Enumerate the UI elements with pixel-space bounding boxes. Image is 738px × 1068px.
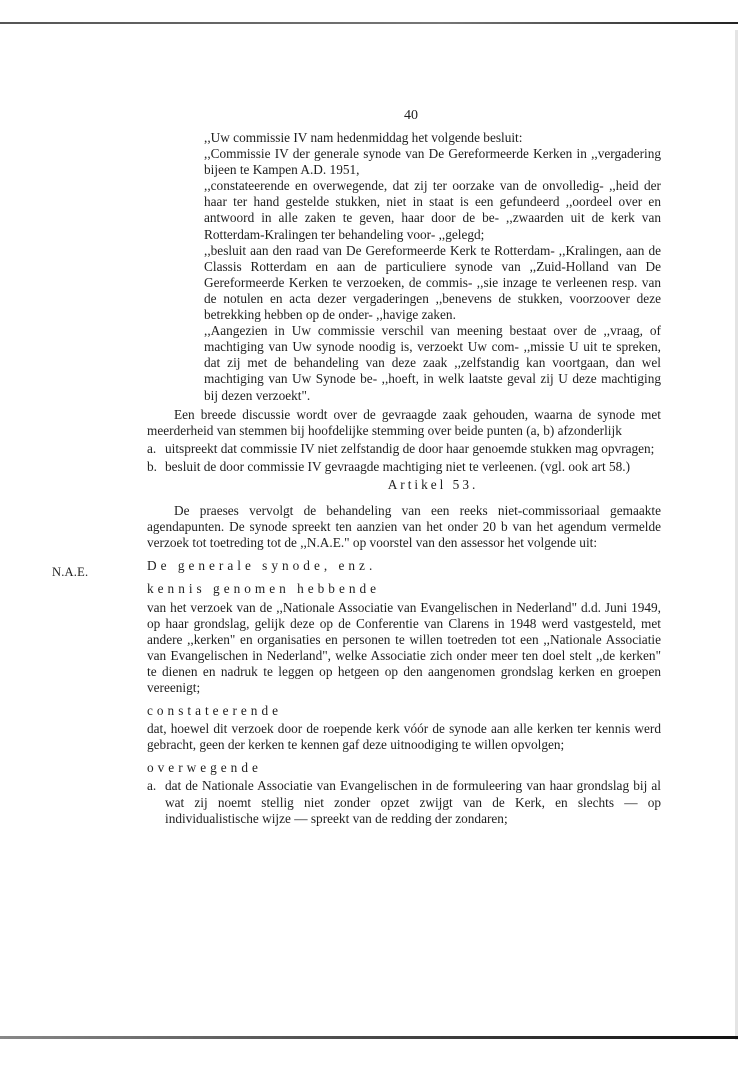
intro-paragraph: De praeses vervolgt de behandeling van een reeks niet-commissoriaal gemaakte agendapunten. De synode spreekt ten aanzien van het onder 20 b van het agendum vermelde verzoek tot toetreding tot de ,,N.A.E." op voorstel van den assessor het volgende uit: (147, 503, 661, 551)
synod-heading: De generale synode, enz. (147, 558, 377, 574)
constateerende-heading: constateerende (147, 703, 282, 719)
quote-paragraph: ,,Aangezien in Uw commissie verschil van meening bestaat over de ,,vraag, of machtiging van Uw synode noodig is, verzoekt Uw com- ,,missie U uit te spreken, dat zij met de behandeling van deze zaak ,,zelfstandig kan voortgaan, dan wel machtiging van Uw Synode be- ,,hoeft, in welk laatste geval zij U deze machtiging bij dezen verzoekt". (204, 323, 661, 403)
page-body (147, 130, 661, 827)
resolution-item (147, 459, 661, 475)
article-heading: Artikel 53. (387, 476, 479, 492)
margin-note: N.A.E. (52, 565, 89, 579)
scan-edge-top (0, 22, 738, 24)
item-marker: b. (147, 458, 157, 474)
quote-paragraph: ,,Uw commissie IV nam hedenmiddag het volgende besluit: (204, 130, 523, 145)
item-marker: a. (147, 440, 157, 456)
scan-edge-bottom (0, 1036, 738, 1039)
page-number: 40 (404, 108, 418, 123)
constateerende-paragraph: dat, hoewel dit verzoek door de roepende kerk vóór de synode aan alle kerken ter kennis werd gebracht, geen der kerken te kennen gaf deze uitnoodiging te willen opvolgen; (147, 721, 661, 753)
quote-paragraph: ,,Commissie IV der generale synode van De Gereformeerde Kerken in ,,vergadering bijeen te Kampen A.D. 1951, (204, 146, 661, 178)
overwegende-item (147, 778, 661, 826)
quote-paragraph: ,,constateerende en overwegende, dat zij ter oorzake van de onvolledig- ,,heid der haar ter hand gestelde stukken, niet in staat is een gefundeerd ,,oordeel over en antwoord in alle zaken te geven, haar door de be- ,,zwaarden uit de kerk van Rotterdam-Kralingen ter behandeling voor- ,,gelegd; (204, 178, 661, 242)
discussion-paragraph: Een breede discussie wordt over de gevraagde zaak gehouden, waarna de synode met meerderheid van stemmen bij hoofdelijke stemming over beide punten (a, b) afzonderlijk (147, 406, 661, 438)
quote-paragraph: ,,besluit aan den raad van De Gereformeerde Kerk te Rotterdam- ,,Kralingen, aan de Classis Rotterdam en aan de particuliere synode van ,,Zuid-Holland van De Gereformeerde Kerken te verzoeken, de commis- ,,sie inzage te verleenen resp. van de notulen en acta dezer vergaderingen ,,benevens de stukken, voorzoover deze betrekking hebben op de onder- ,,havige zaken. (204, 242, 661, 323)
overwegende-heading: overwegende (147, 760, 262, 776)
resolution-item (147, 441, 661, 457)
item-text: besluit de door commissie IV gevraagde machtiging niet te verleenen. (vgl. ook art 58.) (165, 458, 631, 474)
kennis-paragraph: van het verzoek van de ,,Nationale Associatie van Evangelischen in Nederland" d.d. Juni 1949, op haar grondslag, gelijk deze op de Conferentie van Clarens in 1948 werd vastgesteld, met andere ,,kerken" en organisaties en personen te willen toetreden tot een ,,Nationale Associatie van Evangelischen in Nederland", welke Associatie zich onder meer ten doel stelt ,,de kerken" te dienen en nadruk te leggen op hetgeen op den aangenomen grondslag kerken en groepen vereenigt; (147, 599, 661, 695)
item-marker: a. (147, 778, 157, 794)
item-text: dat de Nationale Associatie van Evangelischen in de formuleering van haar grondslag bij al wat zij noemt stellig niet zonder opzet zwijgt van de Kerk, en slechts — op individualistische wijze — spreekt van de redding der zondaren; (165, 778, 661, 826)
quoted-decision (204, 130, 661, 404)
kennis-heading: kennis genomen hebbende (147, 581, 381, 597)
item-text: uitspreekt dat commissie IV niet zelfstandig de door haar genoemde stukken mag opvragen; (165, 440, 655, 456)
